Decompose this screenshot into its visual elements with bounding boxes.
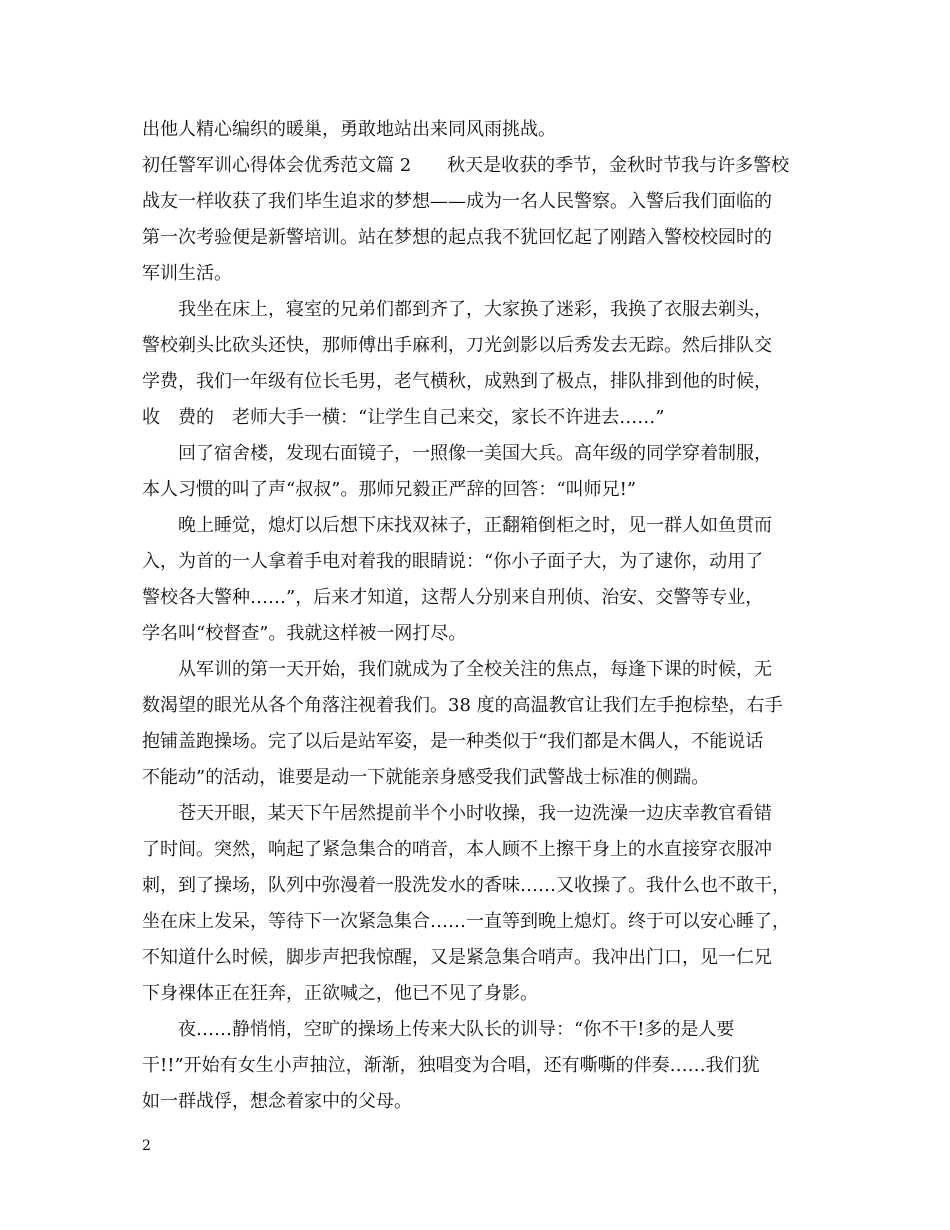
text-line: 从军训的第一天开始，我们就成为了全校关注的焦点，每逢下课的时候，无 xyxy=(142,659,772,680)
text-line: 下身裸体正在狂奔，正欲喊之，他已不见了身影。 xyxy=(142,983,538,1004)
page-number: 2 xyxy=(142,1138,151,1154)
text-line: 警校剃头比砍头还快，那师傅出手麻利，刀光剑影以后秀发去无踪。然后排队交 xyxy=(142,335,772,356)
text-line: 干!!”开始有女生小声抽泣，渐渐，独唱变为合唱，还有嘶嘶的伴奏……我们犹 xyxy=(142,1055,760,1076)
text-line: 不知道什么时候，脚步声把我惊醒，又是紧急集合哨声。我冲出门口，见一仁兄 xyxy=(142,947,772,968)
text-line: 本人习惯的叫了声“叔叔”。那师兄毅正严辞的回答：“叫师兄!” xyxy=(142,479,637,500)
text-line: 抱铺盖跑操场。完了以后是站军姿，是一种类似于“我们都是木偶人，不能说话 xyxy=(142,731,764,752)
text-line: 出他人精心编织的暖巢，勇敢地站出来同风雨挑战。 xyxy=(142,119,556,140)
text-line: 苍天开眼，某天下午居然提前半个小时收操，我一边洗澡一边庆幸教官看错 xyxy=(142,803,772,824)
text-line: 刺，到了操场，队列中弥漫着一股洗发水的香味……又收操了。我什么也不敢干， xyxy=(142,875,790,896)
text-line: 初任警军训心得体会优秀范文篇 2 秋天是收获的季节，金秋时节我与许多警校 xyxy=(142,155,790,176)
text-line: 收 费的 老师大手一横：“让学生自己来交，家长不许进去……” xyxy=(142,407,665,428)
text-line: 警校各大警种……”，后来才知道，这帮人分别来自刑侦、治安、交警等专业， xyxy=(142,587,764,608)
text-line: 如一群战俘，想念着家中的父母。 xyxy=(142,1091,412,1112)
text-line: 夜……静悄悄，空旷的操场上传来大队长的训导：“你不干!多的是人要 xyxy=(142,1019,735,1040)
text-line: 了时间。突然，响起了紧急集合的哨音，本人顾不上擦干身上的水直接穿衣服冲 xyxy=(142,839,772,860)
text-line: 军训生活。 xyxy=(142,263,232,284)
text-line: 我坐在床上，寝室的兄弟们都到齐了，大家换了迷彩，我换了衣服去剃头， xyxy=(142,299,772,320)
text-line: 学名叫“校督查”。我就这样被一网打尽。 xyxy=(142,623,467,644)
text-line: 晚上睡觉，熄灯以后想下床找双袜子，正翻箱倒柜之时，见一群人如鱼贯而 xyxy=(142,515,772,536)
text-line: 战友一样收获了我们毕生追求的梦想——成为一名人民警察。入警后我们面临的 xyxy=(142,191,772,212)
text-line: 学费，我们一年级有位长毛男，老气横秋，成熟到了极点，排队排到他的时候， xyxy=(142,371,772,392)
text-line: 第一次考验便是新警培训。站在梦想的起点我不犹回忆起了刚踏入警校校园时的 xyxy=(142,227,772,248)
text-line: 数渴望的眼光从各个角落注视着我们。38 度的高温教官让我们左手抱棕垫，右手 xyxy=(142,695,783,716)
text-line: 入，为首的一人拿着手电对着我的眼睛说：“你小子面子大，为了逮你，动用了 xyxy=(142,551,764,572)
text-line: 回了宿舍楼，发现右面镜子，一照像一美国大兵。高年级的同学穿着制服， xyxy=(142,443,772,464)
text-line: 坐在床上发呆，等待下一次紧急集合……一直等到晚上熄灯。终于可以安心睡了， xyxy=(142,911,790,932)
text-line: 不能动”的活动，谁要是动一下就能亲身感受我们武警战士标准的侧踹。 xyxy=(142,767,710,788)
document-body xyxy=(142,112,810,1120)
